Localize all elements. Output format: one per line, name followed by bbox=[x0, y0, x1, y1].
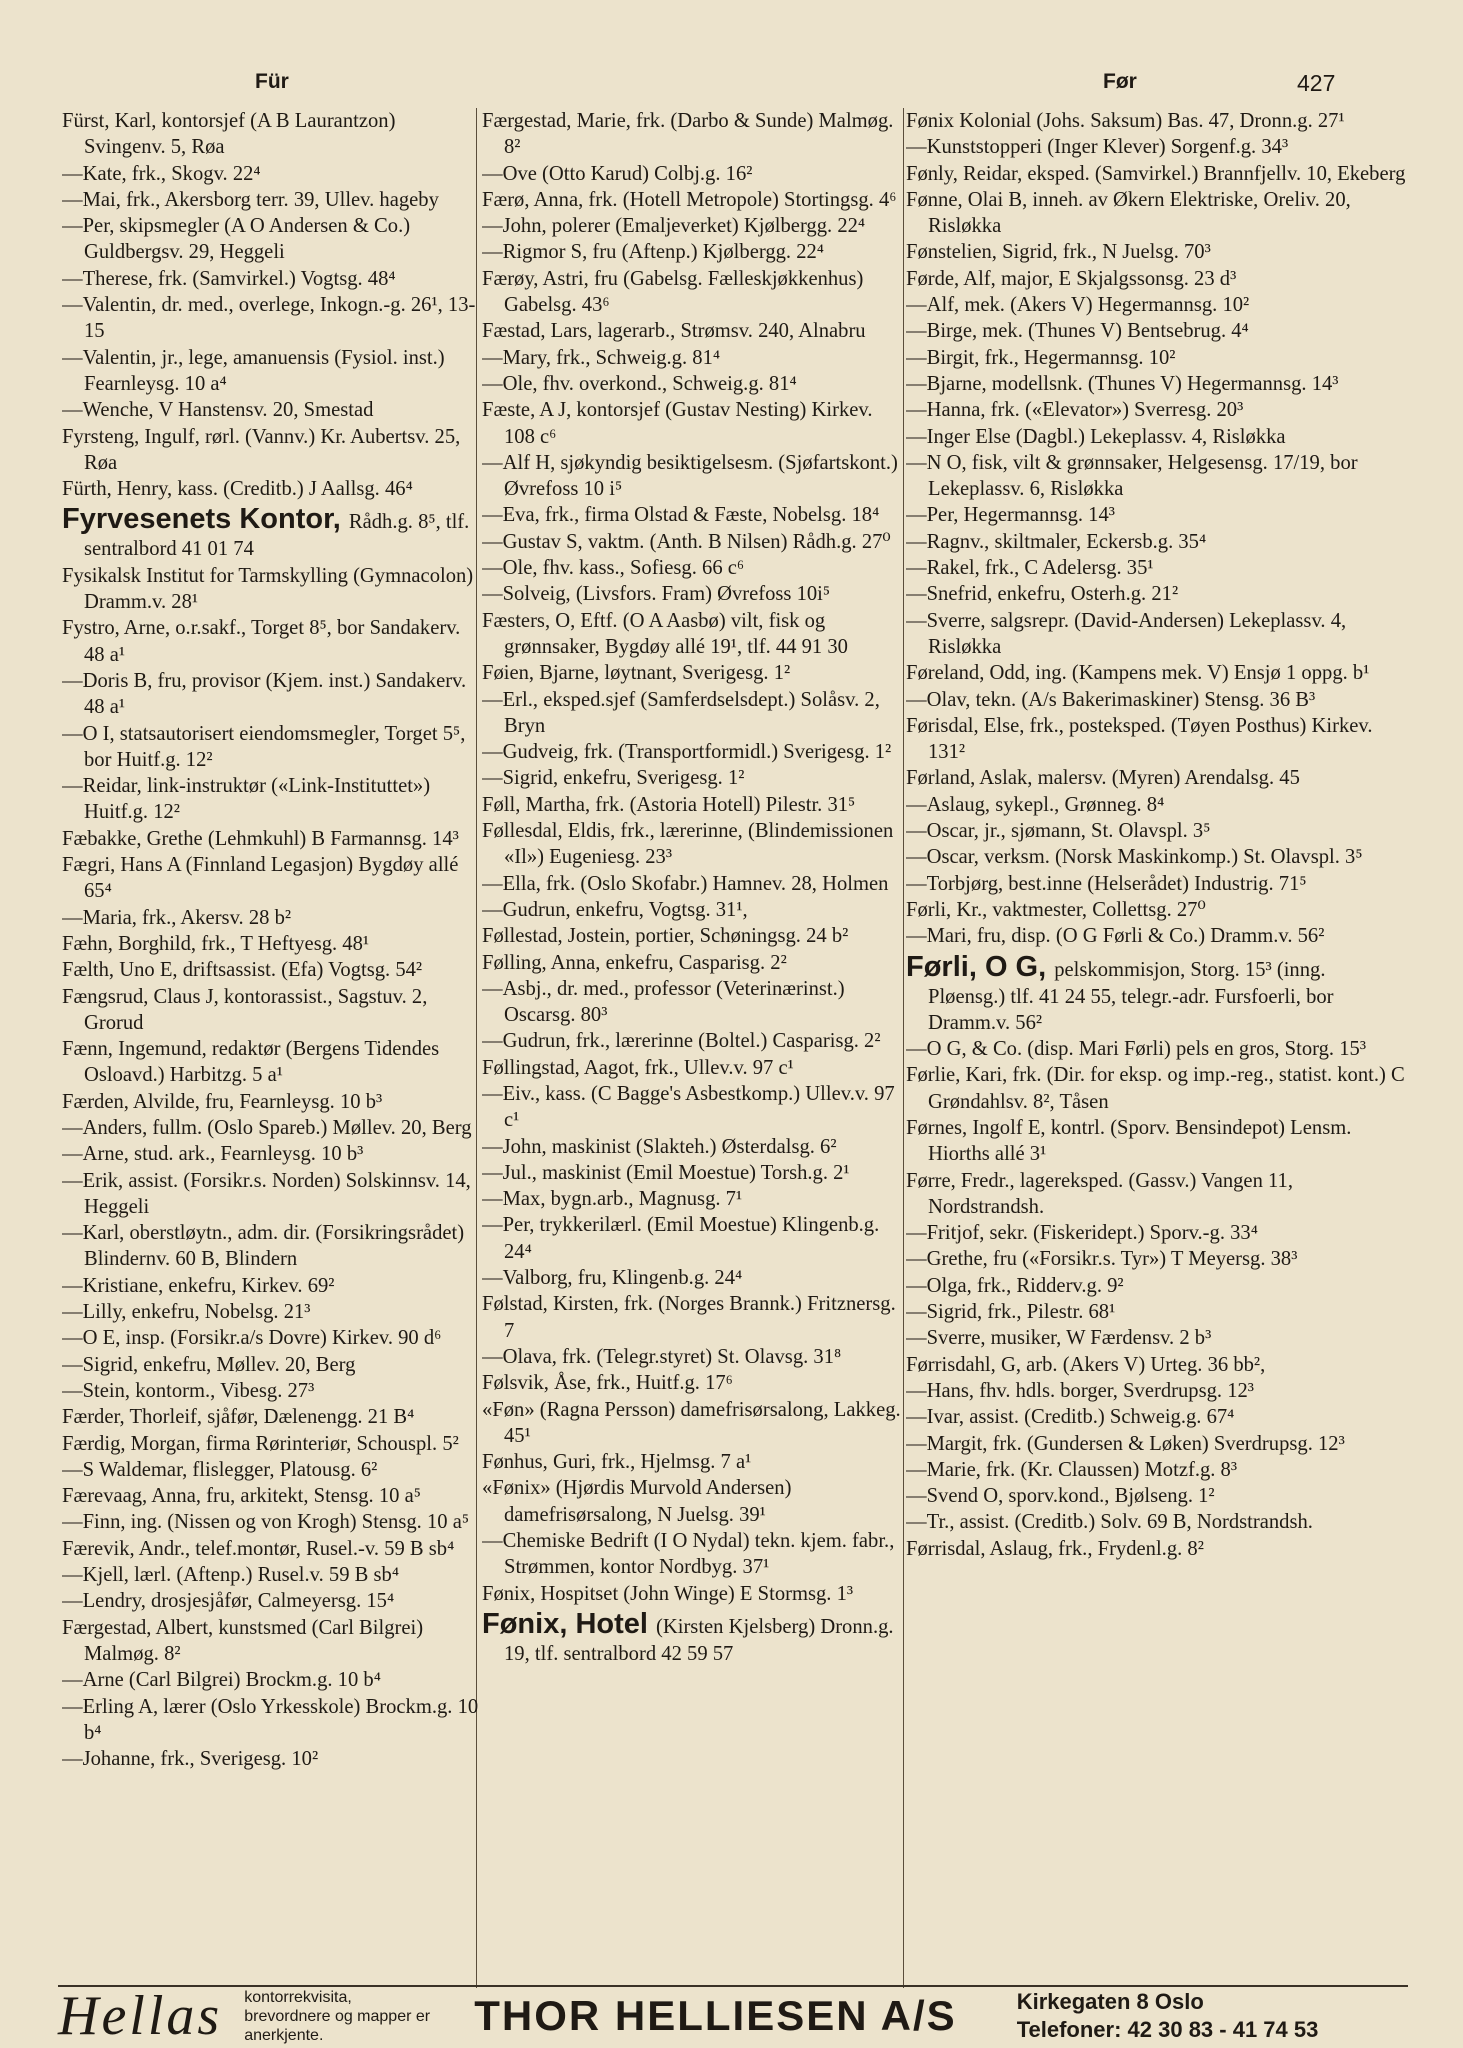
entry-heading: Fønix, Hotel bbox=[482, 1607, 656, 1640]
directory-entry: —Per, skipsmegler (A O Andersen & Co.) Guldbergsv. 29, Heggeli bbox=[62, 215, 411, 264]
directory-entry: —Max, bygn.arb., Magnusg. 7¹ bbox=[482, 1188, 743, 1211]
directory-entry: —Hans, fhv. hdls. borger, Sverdrupsg. 12³ bbox=[906, 1379, 1254, 1402]
directory-entry: Førisdal, Else, frk., posteksped. (Tøyen Posthus) Kirkev. 131² bbox=[906, 714, 1373, 764]
directory-entry: —John, maskinist (Slakteh.) Østerdalsg. 6² bbox=[482, 1135, 837, 1158]
directory-entry: Fæste, A J, kontorsjef (Gustav Nesting) Kirkev. 108 c⁶ bbox=[482, 399, 873, 448]
directory-entry: Fængsrud, Claus J, kontorassist., Sagstuv. 2, Grorud bbox=[62, 985, 428, 1034]
directory-entry: —Fritjof, sekr. (Fiskeridept.) Sporv.-g. 33⁴ bbox=[906, 1222, 1258, 1245]
directory-entry: Fægri, Hans A (Finnland Legasjon) Bygdøy allé 65⁴ bbox=[62, 854, 459, 903]
directory-entry: Fürst, Karl, kontorsjef (A B Laurantzon) Svingenv. 5, Røa bbox=[62, 110, 396, 159]
directory-entry: Fyrsteng, Ingulf, rørl. (Vannv.) Kr. Aubertsv. 25, Røa bbox=[62, 425, 461, 474]
directory-entry: —Finn, ing. (Nissen og von Krogh) Stensg. 10 a⁵ bbox=[62, 1511, 470, 1534]
directory-entry: —Per, trykkerilærl. (Emil Moestue) Klingenb.g. 24⁴ bbox=[482, 1214, 880, 1263]
directory-entry: —Svend O, sporv.kond., Bjølseng. 1² bbox=[906, 1485, 1215, 1508]
directory-entry: «Føn» (Ragna Persson) damefrisørsalong, Lakkeg. 45¹ bbox=[482, 1398, 901, 1447]
directory-entry: —Snefrid, enkefru, Osterh.g. 21² bbox=[906, 583, 1179, 606]
directory-entry: —Sigrid, frk., Pilestr. 68¹ bbox=[906, 1301, 1116, 1324]
directory-entry: —Marie, frk. (Kr. Claussen) Motzf.g. 8³ bbox=[906, 1458, 1238, 1481]
directory-entry: —Olav, tekn. (A/s Bakerimaskiner) Stensg. 36 B³ bbox=[906, 688, 1316, 711]
directory-entry: Fælth, Uno E, driftsassist. (Efa) Vogtsg. 54² bbox=[62, 959, 423, 982]
ad-company: THOR HELLIESEN A/S bbox=[474, 1992, 957, 2039]
directory-entry: Fønhus, Guri, frk., Hjelmsg. 7 a¹ bbox=[482, 1451, 752, 1474]
directory-entry bbox=[62, 502, 480, 562]
directory-entry: —Erik, assist. (Forsikr.s. Norden) Solskinnsv. 14, Heggeli bbox=[62, 1169, 471, 1218]
header-right-word: Før bbox=[1103, 70, 1137, 93]
directory-entry: —Sverre, musiker, W Færdensv. 2 b³ bbox=[906, 1327, 1212, 1350]
directory-entry: —Oscar, verksm. (Norsk Maskinkomp.) St. Olavspl. 3⁵ bbox=[906, 846, 1363, 869]
directory-entry: —Erling A, lærer (Oslo Yrkesskole) Brockm.g. 10 b⁴ bbox=[62, 1695, 479, 1744]
directory-entry: Førrisdahl, G, arb. (Akers V) Urteg. 36 bb², bbox=[906, 1353, 1266, 1376]
directory-entry: Færgestad, Marie, frk. (Darbo & Sunde) Malmøg. 8² bbox=[482, 110, 894, 159]
directory-entry: —Alf, mek. (Akers V) Hegermannsg. 10² bbox=[906, 294, 1250, 317]
directory-entry: Føllestad, Jostein, portier, Schøningsg. 24 b² bbox=[482, 925, 849, 948]
directory-entry bbox=[906, 950, 1406, 1037]
directory-entry: Førnes, Ingolf E, kontrl. (Sporv. Bensindepot) Lensm. Hiorths allé 3¹ bbox=[906, 1116, 1352, 1166]
directory-entry: —Aslaug, sykepl., Grønneg. 8⁴ bbox=[906, 793, 1165, 816]
directory-entry: Færden, Alvilde, fru, Fearnleysg. 10 b³ bbox=[62, 1090, 383, 1113]
directory-entry: Fysikalsk Institut for Tarmskylling (Gymnacolon) Dramm.v. 28¹ bbox=[62, 564, 474, 614]
directory-entry: —Chemiske Bedrift (I O Nydal) tekn. kjem. fabr., Strømmen, kontor Nordbyg. 37¹ bbox=[482, 1530, 895, 1579]
directory-entry: —Ole, fhv. kass., Sofiesg. 66 c⁶ bbox=[482, 557, 745, 580]
directory-entry: Følsvik, Åse, frk., Huitf.g. 17⁶ bbox=[482, 1372, 733, 1395]
directory-entry: —Johanne, frk., Sverigesg. 10² bbox=[62, 1748, 319, 1771]
directory-entry: —Valentin, jr., lege, amanuensis (Fysiol. inst.) Fearnleysg. 10 a⁴ bbox=[62, 346, 445, 395]
directory-entry: —Kjell, lærl. (Aftenp.) Rusel.v. 59 B sb⁴ bbox=[62, 1564, 400, 1587]
directory-entry: Førre, Fredr., lagereksped. (Gassv.) Vangen 11, Nordstrandsh. bbox=[906, 1169, 1293, 1218]
directory-entry: Fønly, Reidar, eksped. (Samvirkel.) Brannfjellv. 10, Ekeberg bbox=[906, 162, 1406, 185]
directory-entry: —S Waldemar, flislegger, Platousg. 6² bbox=[62, 1458, 378, 1481]
directory-entry: —Ragnv., skiltmaler, Eckersb.g. 35⁴ bbox=[906, 530, 1207, 553]
directory-entry: —Olga, frk., Ridderv.g. 9² bbox=[906, 1274, 1124, 1297]
directory-entry: —Gudveig, frk. (Transportformidl.) Sverigesg. 1² bbox=[482, 741, 892, 764]
directory-entry: —Karl, oberstløytn., adm. dir. (Forsikringsrådet) Blindernv. 60 B, Blindern bbox=[62, 1222, 465, 1271]
directory-entry: Færder, Thorleif, sjåfør, Dælenengg. 21 B⁴ bbox=[62, 1406, 415, 1429]
directory-entry: Fønne, Olai B, inneh. av Økern Elektriske, Oreliv. 20, Risløkka bbox=[906, 188, 1351, 238]
directory-entry: —Mary, frk., Schweig.g. 81⁴ bbox=[482, 346, 721, 369]
directory-entry: —Oscar, jr., sjømann, St. Olavspl. 3⁵ bbox=[906, 820, 1211, 843]
directory-entry: —Mari, fru, disp. (O G Førli & Co.) Dramm.v. 56² bbox=[906, 925, 1325, 948]
directory-entry: —Maria, frk., Akersv. 28 b² bbox=[62, 906, 292, 929]
directory-entry: Færdig, Morgan, firma Rørinteriør, Schouspl. 5² bbox=[62, 1432, 459, 1455]
directory-entry: Færevik, Andr., telef.montør, Rusel.-v. 59 B sb⁴ bbox=[62, 1537, 455, 1560]
directory-entry: Fønix Kolonial (Johs. Saksum) Bas. 47, Dronn.g. 27¹ bbox=[906, 110, 1345, 132]
directory-entry: —Valborg, fru, Klingenb.g. 24⁴ bbox=[482, 1267, 743, 1290]
directory-entry: Førlie, Kari, frk. (Dir. for eksp. og imp.-reg., statist. kont.) C Grøndahlsv. 8², Tåsen bbox=[906, 1064, 1405, 1113]
directory-entry: Føllesdal, Eldis, frk., lærerinne, (Blindemissionen «Il») Eugeniesg. 23³ bbox=[482, 820, 894, 869]
directory-entry: Fænn, Ingemund, redaktør (Bergens Tidendes Osloavd.) Harbitzg. 5 a¹ bbox=[62, 1038, 440, 1087]
directory-entry: Fæbakke, Grethe (Lehmkuhl) B Farmannsg. 14³ bbox=[62, 827, 459, 850]
directory-entry: —Ivar, assist. (Creditb.) Schweig.g. 67⁴ bbox=[906, 1406, 1235, 1429]
directory-entry: —Torbjørg, best.inne (Helserådet) Industrig. 71⁵ bbox=[906, 872, 1307, 895]
directory-entry: Førland, Aslak, malersv. (Myren) Arendalsg. 45 bbox=[906, 767, 1300, 790]
directory-entry: —Tr., assist. (Creditb.) Solv. 69 B, Nordstrandsh. bbox=[906, 1511, 1313, 1534]
directory-entry: —Solveig, (Livsfors. Fram) Øvrefoss 10i⁵ bbox=[482, 583, 831, 606]
directory-entry: —Margit, frk. (Gundersen & Løken) Sverdrupsg. 12³ bbox=[906, 1432, 1345, 1455]
directory-entry: —Sverre, salgsrepr. (David-Andersen) Lekeplassv. 4, Risløkka bbox=[906, 609, 1347, 658]
page-number: 427 bbox=[1297, 70, 1336, 96]
directory-entry: —Birgit, frk., Hegermannsg. 10² bbox=[906, 346, 1176, 369]
directory-entry: —N O, fisk, vilt & grønnsaker, Helgesensg. 17/19, bor Lekeplassv. 6, Risløkka bbox=[906, 451, 1358, 501]
directory-entry: —Mai, frk., Akersborg terr. 39, Ullev. hageby bbox=[62, 188, 439, 211]
advertisement-banner bbox=[58, 1985, 1408, 2045]
directory-entry: —Rigmor S, fru (Aftenp.) Kjølbergg. 22⁴ bbox=[482, 241, 824, 264]
directory-entry: —Bjarne, modellsnk. (Thunes V) Hegermannsg. 14³ bbox=[906, 372, 1339, 395]
directory-entry: —Sigrid, enkefru, Sverigesg. 1² bbox=[482, 767, 745, 790]
directory-entry: —Kristiane, enkefru, Kirkev. 69² bbox=[62, 1274, 335, 1297]
directory-column-1 bbox=[62, 108, 480, 1983]
directory-entry: Førde, Alf, major, E Skjalgssonsg. 23 d³ bbox=[906, 267, 1237, 290]
directory-entry: Færøy, Astri, fru (Gabelsg. Fælleskjøkkenhus) Gabelsg. 43⁶ bbox=[482, 267, 864, 317]
entry-details: (Kirsten Kjelsberg) Dronn.g. 19, tlf. sentralbord 42 59 57 bbox=[504, 1615, 894, 1665]
directory-entry: —Erl., eksped.sjef (Samferdselsdept.) Solåsv. 2, Bryn bbox=[482, 688, 880, 737]
directory-entry: —Gudrun, frk., lærerinne (Boltel.) Casparisg. 2² bbox=[482, 1030, 881, 1053]
directory-entry: —O G, & Co. (disp. Mari Førli) pels en gros, Storg. 15³ bbox=[906, 1038, 1366, 1061]
entry-heading: Førli, O G, bbox=[906, 950, 1055, 983]
directory-entry: —Inger Else (Dagbl.) Lekeplassv. 4, Risløkka bbox=[906, 425, 1286, 448]
header-left-word: Für bbox=[255, 70, 289, 93]
directory-entry: —Birge, mek. (Thunes V) Bentsebrug. 4⁴ bbox=[906, 320, 1249, 343]
entry-heading: Fyrvesenets Kontor, bbox=[62, 503, 349, 536]
directory-entry: Fæstad, Lars, lagerarb., Strømsv. 240, Alnabru bbox=[482, 320, 866, 343]
directory-entry: Føllingstad, Aagot, frk., Ullev.v. 97 c¹ bbox=[482, 1056, 794, 1079]
directory-entry: Fønix, Hospitset (John Winge) E Stormsg. 1³ bbox=[482, 1582, 854, 1605]
directory-entry: —Lendry, drosjesjåfør, Calmeyersg. 15⁴ bbox=[62, 1590, 395, 1613]
directory-entry: Føll, Martha, frk. (Astoria Hotell) Pilestr. 31⁵ bbox=[482, 793, 856, 816]
directory-entry: —Gudrun, enkefru, Vogtsg. 31¹, bbox=[482, 898, 748, 921]
directory-entry: Førrisdal, Aslaug, frk., Frydenl.g. 8² bbox=[906, 1537, 1204, 1560]
directory-entry: Færgestad, Albert, kunstsmed (Carl Bilgrei) Malmøg. 8² bbox=[62, 1616, 424, 1665]
directory-entry bbox=[482, 1607, 907, 1667]
directory-entry: —O I, statsautorisert eiendomsmegler, Torget 5⁵, bor Huitf.g. 12² bbox=[62, 722, 466, 771]
directory-entry: —Stein, kontorm., Vibesg. 27³ bbox=[62, 1379, 315, 1402]
directory-entry: —Arne (Carl Bilgrei) Brockm.g. 10 b⁴ bbox=[62, 1669, 381, 1692]
directory-entry: —Eva, frk., firma Olstad & Fæste, Nobelsg. 18⁴ bbox=[482, 504, 880, 527]
ad-description: kontorrekvisita, brevordnere og mapper er anerkjente. bbox=[244, 1988, 431, 2044]
directory-entry: —Ove (Otto Karud) Colbj.g. 16² bbox=[482, 162, 753, 185]
directory-entry: —Jul., maskinist (Emil Moestue) Torsh.g. 2¹ bbox=[482, 1161, 850, 1184]
directory-entry: Fæhn, Borghild, frk., T Heftyesg. 48¹ bbox=[62, 932, 370, 955]
directory-entry: —Lilly, enkefru, Nobelsg. 21³ bbox=[62, 1301, 311, 1324]
directory-entry: —Wenche, V Hanstensv. 20, Smestad bbox=[62, 399, 374, 422]
directory-entry: Fæsters, O, Eftf. (O A Aasbø) vilt, fisk og grønnsaker, Bygdøy allé 19¹, tlf. 44 91 30 bbox=[482, 609, 848, 658]
entry-details: Rådh.g. 8⁵, tlf. sentralbord 41 01 74 bbox=[84, 511, 470, 561]
directory-entry: —Doris B, fru, provisor (Kjem. inst.) Sandakerv. 48 a¹ bbox=[62, 669, 467, 719]
directory-entry: —Arne, stud. ark., Fearnleysg. 10 b³ bbox=[62, 1143, 364, 1166]
directory-column-3 bbox=[906, 108, 1406, 1983]
directory-entry: —Ole, fhv. overkond., Schweig.g. 81⁴ bbox=[482, 372, 797, 395]
directory-entry: —Kate, frk., Skogv. 22⁴ bbox=[62, 162, 261, 185]
directory-entry: —Gustav S, vaktm. (Anth. B Nilsen) Rådh.g. 27⁰ bbox=[482, 530, 891, 553]
directory-entry: —Alf H, sjøkyndig besiktigelsesm. (Sjøfartskont.) Øvrefoss 10 i⁵ bbox=[482, 451, 898, 501]
directory-entry: Fønstelien, Sigrid, frk., N Juelsg. 70³ bbox=[906, 241, 1211, 264]
directory-entry: —Rakel, frk., C Adelersg. 35¹ bbox=[906, 557, 1154, 580]
directory-entry: —Hanna, frk. («Elevator») Sverresg. 20³ bbox=[906, 399, 1244, 422]
directory-entry: Færevaag, Anna, fru, arkitekt, Stensg. 10 a⁵ bbox=[62, 1485, 421, 1508]
directory-entry: Fürth, Henry, kass. (Creditb.) J Aallsg. 46⁴ bbox=[62, 478, 413, 501]
directory-entry: —John, polerer (Emaljeverket) Kjølbergg. 22⁴ bbox=[482, 215, 866, 238]
ad-address: Kirkegaten 8 Oslo bbox=[1016, 1989, 1204, 2014]
directory-entry: —Reidar, link-instruktør («Link-Instituttet») Huitf.g. 12² bbox=[62, 775, 431, 824]
directory-entry: Fystro, Arne, o.r.sakf., Torget 8⁵, bor Sandakerv. 48 a¹ bbox=[62, 617, 461, 666]
directory-entry: —Grethe, fru («Forsikr.s. Tyr») T Meyersg. 38³ bbox=[906, 1248, 1298, 1271]
directory-entry: —Ella, frk. (Oslo Skofabr.) Hamnev. 28, Holmen bbox=[482, 872, 889, 895]
directory-entry: —Anders, fullm. (Oslo Spareb.) Møllev. 20, Berg bbox=[62, 1116, 472, 1139]
directory-entry: —Therese, frk. (Samvirkel.) Vogtsg. 48⁴ bbox=[62, 267, 396, 290]
ad-phones: Telefoner: 42 30 83 - 41 74 53 bbox=[1016, 2017, 1319, 2042]
directory-entry: —Asbj., dr. med., professor (Veterinærinst.) Oscarsg. 80³ bbox=[482, 977, 845, 1027]
directory-entry: Førli, Kr., vaktmester, Collettsg. 27⁰ bbox=[906, 898, 1206, 921]
directory-entry: —Valentin, dr. med., overlege, Inkogn.-g. 26¹, 13-15 bbox=[62, 294, 476, 343]
directory-entry: —O E, insp. (Forsikr.a/s Dovre) Kirkev. 90 d⁶ bbox=[62, 1327, 442, 1350]
directory-entry: Færø, Anna, frk. (Hotell Metropole) Stortingsg. 4⁶ bbox=[482, 188, 897, 211]
directory-entry: Følstad, Kirsten, frk. (Norges Brannk.) Fritznersg. 7 bbox=[482, 1293, 896, 1342]
directory-entry: —Eiv., kass. (C Bagge's Asbestkomp.) Ullev.v. 97 c¹ bbox=[482, 1082, 895, 1132]
directory-entry: Føreland, Odd, ing. (Kampens mek. V) Ensjø 1 oppg. b¹ bbox=[906, 662, 1370, 685]
ad-contact bbox=[1017, 1988, 1319, 2044]
directory-entry: —Olava, frk. (Telegr.styret) St. Olavsg. 31⁸ bbox=[482, 1345, 842, 1368]
directory-entry: —Kunststopperi (Inger Klever) Sorgenf.g. 34³ bbox=[906, 136, 1289, 159]
directory-entry: Følling, Anna, enkefru, Casparisg. 2² bbox=[482, 951, 787, 974]
directory-entry: —Sigrid, enkefru, Møllev. 20, Berg bbox=[62, 1353, 356, 1376]
directory-entry: «Fønix» (Hjørdis Murvold Andersen) damefrisørsalong, N Juelsg. 39¹ bbox=[482, 1477, 792, 1526]
directory-entry: Føien, Bjarne, løytnant, Sverigesg. 1² bbox=[482, 662, 791, 685]
ad-brand: Hellas bbox=[58, 1985, 223, 2047]
entry-details: pelskommisjon, Storg. 15³ (inng. Pløensg.) tlf. 41 24 55, telegr.-adr. Fursfoerli, bor Dramm.v. 56² bbox=[928, 958, 1334, 1034]
directory-column-2 bbox=[482, 108, 907, 1983]
directory-entry: —Per, Hegermannsg. 14³ bbox=[906, 504, 1115, 527]
